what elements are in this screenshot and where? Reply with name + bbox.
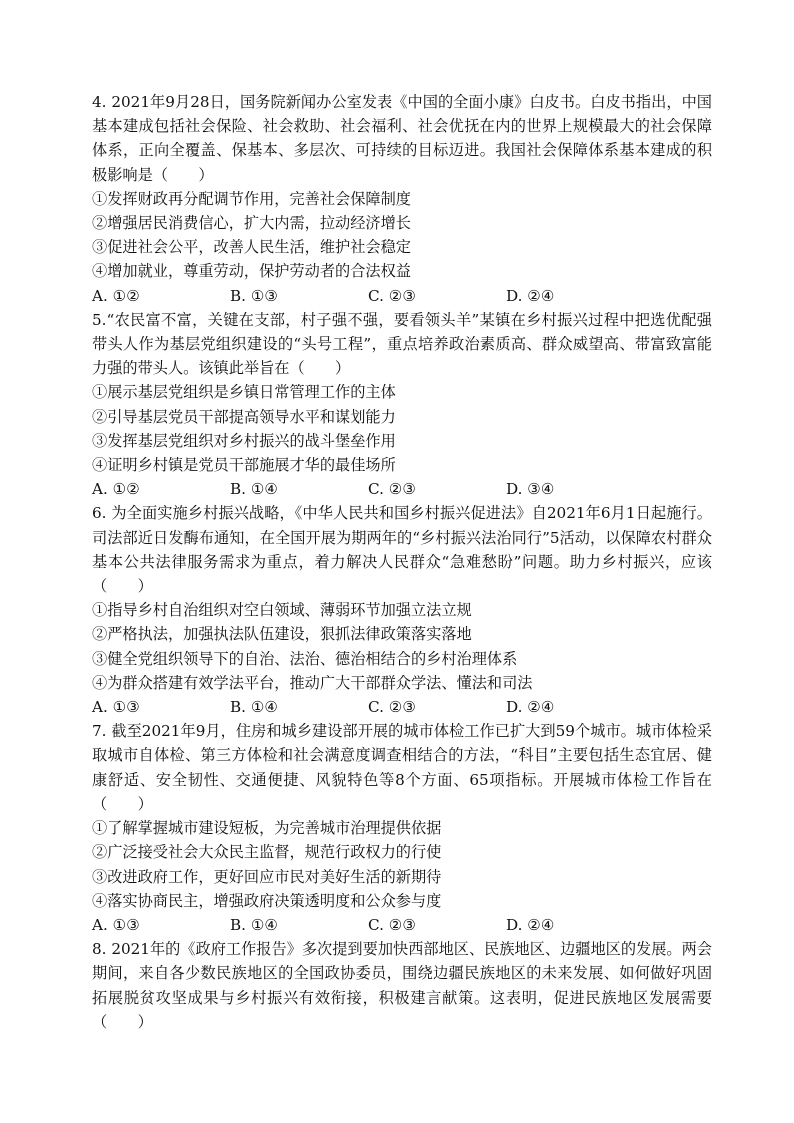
question-7 bbox=[92, 719, 712, 937]
option-statement: ①指导乡村自治组织对空白领域、薄弱环节加强立法立规 bbox=[92, 601, 472, 620]
option-statement: ②广泛接受社会大众民主监督，规范行政权力的行使 bbox=[92, 843, 442, 862]
option-statement: ④证明乡村镇是党员干部施展才华的最佳场所 bbox=[92, 456, 396, 475]
option-statement: ③发挥基层党组织对乡村振兴的战斗堡垒作用 bbox=[92, 431, 396, 450]
answer-choices bbox=[92, 913, 712, 937]
question-6 bbox=[92, 501, 712, 719]
choice-d: D. ②④ bbox=[506, 698, 555, 717]
exam-page bbox=[92, 90, 712, 1034]
choice-d: D. ②④ bbox=[506, 915, 555, 934]
choice-b: B. ①④ bbox=[230, 698, 279, 717]
option-statement: ②增强居民消费信心，扩大内需，拉动经济增长 bbox=[92, 214, 411, 233]
choice-b: B. ①③ bbox=[230, 286, 279, 305]
option-statement: ①了解掌握城市建设短板，为完善城市治理提供依据 bbox=[92, 819, 442, 838]
choice-b: B. ①④ bbox=[230, 480, 279, 499]
choice-a: A. ①③ bbox=[92, 915, 140, 934]
option-statement: ②引导基层党员干部提高领导水平和谋划能力 bbox=[92, 407, 396, 426]
choice-c: C. ②③ bbox=[368, 698, 416, 717]
choice-b: B. ①④ bbox=[230, 915, 279, 934]
question-stem: 4. 2021年9月28日，国务院新闻办公室发表《中国的全面小康》白皮书。白皮书指出，中国基本建成包括社会保险、社会救助、社会福利、社会优抚在内的世界上规模最大的社会保障体系，正向全覆盖、保基本、多层次、可持续的目标迈进。我国社会保障体系基本建成的积极影响是（ ） bbox=[92, 93, 712, 184]
question-5 bbox=[92, 308, 712, 502]
question-8 bbox=[92, 937, 712, 1034]
question-stem: 8. 2021年的《政府工作报告》多次提到要加快西部地区、民族地区、边疆地区的发展。两会期间，来自各少数民族地区的全国政协委员，围绕边疆民族地区的未来发展、如何做好巩固拓展脱贫攻坚成果与乡村振兴有效衔接，积极建言献策。这表明，促进民族地区发展需要（ ） bbox=[92, 940, 712, 1031]
option-statement: ④落实协商民主，增强政府决策透明度和公众参与度 bbox=[92, 891, 442, 910]
option-statement: ④增加就业，尊重劳动，保护劳动者的合法权益 bbox=[92, 262, 411, 281]
choice-c: C. ②③ bbox=[368, 915, 416, 934]
option-statement: ①展示基层党组织是乡镇日常管理工作的主体 bbox=[92, 383, 396, 402]
choice-c: C. ②③ bbox=[368, 480, 416, 499]
answer-choices bbox=[92, 695, 712, 719]
option-statement: ③健全党组织领导下的自治、法治、德治相结合的乡村治理体系 bbox=[92, 649, 518, 668]
option-statement: ①发挥财政再分配调节作用，完善社会保障制度 bbox=[92, 189, 411, 208]
choice-d: D. ③④ bbox=[506, 480, 555, 499]
choice-a: A. ①③ bbox=[92, 698, 140, 717]
answer-choices bbox=[92, 477, 712, 501]
answer-choices bbox=[92, 284, 712, 308]
option-statement: ④为群众搭建有效学法平台，推动广大干部群众学法、懂法和司法 bbox=[92, 673, 533, 692]
option-statement: ②严格执法，加强执法队伍建设，狠抓法律政策落实落地 bbox=[92, 625, 472, 644]
choice-d: D. ②④ bbox=[506, 286, 555, 305]
question-stem: 6. 为全面实施乡村振兴战略，《中华人民共和国乡村振兴促进法》自2021年6月1日起施行。司法部近日发酶布通知，在全国开展为期两年的“乡村振兴法治同行”5活动，以保障农村群众基本公共法律服务需求为重点，着力解决人民群众“急难愁盼”问题。助力乡村振兴，应该（ ） bbox=[92, 504, 712, 596]
option-statement: ③促进社会公平，改善人民生活，维护社会稳定 bbox=[92, 238, 411, 257]
question-4 bbox=[92, 90, 712, 308]
choice-c: C. ②③ bbox=[368, 286, 416, 305]
question-stem: 5.“农民富不富，关键在支部，村子强不强，要看领头羊”某镇在乡村振兴过程中把选优配强带头人作为基层党组织建设的“头号工程”，重点培养政治素质高、群众威望高、带富致富能力强的带头人。该镇此举旨在（ ） bbox=[92, 310, 712, 378]
choice-a: A. ①② bbox=[92, 286, 140, 305]
option-statement: ③改进政府工作，更好回应市民对美好生活的新期待 bbox=[92, 867, 442, 886]
question-stem: 7. 截至2021年9月，住房和城乡建设部开展的城市体检工作已扩大到59个城市。城市体检采取城市自体检、第三方体检和社会满意度调查相结合的方法，“科目”主要包括生态宜居、健康舒适、安全韧性、交通便捷、风貌特色等8个方面、65项指标。开展城市体检工作旨在（ ） bbox=[92, 722, 712, 813]
choice-a: A. ①② bbox=[92, 480, 140, 499]
